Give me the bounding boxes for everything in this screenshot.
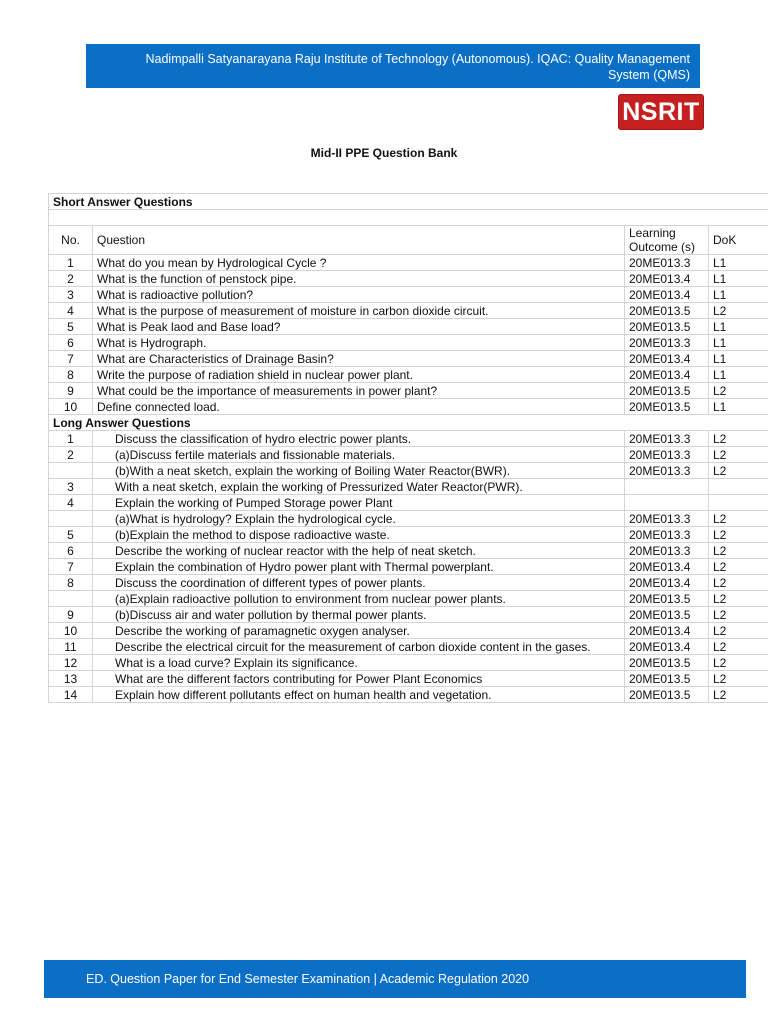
learning-outcome: 20ME013.4 [625, 367, 709, 383]
learning-outcome: 20ME013.3 [625, 463, 709, 479]
col-header-learning-outcome: Learning Outcome (s) [625, 226, 709, 255]
long-question-row [49, 447, 768, 463]
dok-level: L2 [709, 511, 768, 527]
question-number: 2 [49, 271, 93, 287]
learning-outcome: 20ME013.3 [625, 431, 709, 447]
short-question-row [49, 351, 768, 367]
learning-outcome: 20ME013.5 [625, 655, 709, 671]
learning-outcome: 20ME013.5 [625, 383, 709, 399]
question-text: What do you mean by Hydrological Cycle ? [93, 255, 625, 271]
dok-level: L2 [709, 655, 768, 671]
learning-outcome [625, 495, 709, 511]
question-text: What is Hydrograph. [93, 335, 625, 351]
question-number [49, 591, 93, 607]
dok-level: L2 [709, 607, 768, 623]
long-question-row [49, 655, 768, 671]
short-question-row [49, 335, 768, 351]
long-question-row [49, 687, 768, 703]
short-question-row [49, 255, 768, 271]
question-text: Describe the working of nuclear reactor with the help of neat sketch. [93, 543, 625, 559]
short-section-heading-row [49, 194, 768, 210]
question-text: Describe the working of paramagnetic oxygen analyser. [93, 623, 625, 639]
long-question-row [49, 431, 768, 447]
learning-outcome: 20ME013.4 [625, 559, 709, 575]
question-number: 6 [49, 543, 93, 559]
question-text: Explain how different pollutants effect on human health and vegetation. [93, 687, 625, 703]
learning-outcome: 20ME013.4 [625, 287, 709, 303]
short-question-row [49, 383, 768, 399]
dok-level: L2 [709, 431, 768, 447]
long-question-row [49, 511, 768, 527]
question-text: (b)Explain the method to dispose radioactive waste. [93, 527, 625, 543]
long-section-heading-row [49, 415, 768, 431]
question-number: 4 [49, 303, 93, 319]
question-text: (a)What is hydrology? Explain the hydrological cycle. [93, 511, 625, 527]
col-header-no: No. [49, 226, 93, 255]
long-question-row [49, 543, 768, 559]
dok-level: L1 [709, 367, 768, 383]
question-text: (b)With a neat sketch, explain the working of Boiling Water Reactor(BWR). [93, 463, 625, 479]
short-question-row [49, 319, 768, 335]
learning-outcome: 20ME013.4 [625, 639, 709, 655]
question-text: Describe the electrical circuit for the measurement of carbon dioxide content in the gases. [93, 639, 625, 655]
short-question-row [49, 399, 768, 415]
learning-outcome: 20ME013.5 [625, 687, 709, 703]
question-text: Explain the combination of Hydro power plant with Thermal powerplant. [93, 559, 625, 575]
question-number: 2 [49, 447, 93, 463]
learning-outcome: 20ME013.4 [625, 575, 709, 591]
dok-level [709, 479, 768, 495]
dok-level: L2 [709, 671, 768, 687]
dok-level: L2 [709, 447, 768, 463]
short-section-heading: Short Answer Questions [49, 194, 768, 210]
long-question-row [49, 559, 768, 575]
question-number: 3 [49, 479, 93, 495]
question-text: Discuss the coordination of different types of power plants. [93, 575, 625, 591]
question-number: 14 [49, 687, 93, 703]
question-number [49, 463, 93, 479]
learning-outcome: 20ME013.5 [625, 591, 709, 607]
logo-text: NSRIT [622, 98, 700, 126]
question-number: 10 [49, 623, 93, 639]
question-number: 6 [49, 335, 93, 351]
learning-outcome: 20ME013.5 [625, 303, 709, 319]
learning-outcome: 20ME013.4 [625, 623, 709, 639]
dok-level: L2 [709, 639, 768, 655]
header-bar [86, 44, 700, 88]
document-title: Mid-II PPE Question Bank [310, 146, 458, 160]
long-question-row [49, 639, 768, 655]
long-question-row [49, 671, 768, 687]
question-number: 7 [49, 559, 93, 575]
dok-level: L2 [709, 383, 768, 399]
long-question-row [49, 479, 768, 495]
short-question-row [49, 287, 768, 303]
learning-outcome: 20ME013.3 [625, 543, 709, 559]
dok-level: L2 [709, 575, 768, 591]
col-header-question: Question [93, 226, 625, 255]
learning-outcome: 20ME013.5 [625, 319, 709, 335]
question-text: With a neat sketch, explain the working of Pressurized Water Reactor(PWR). [93, 479, 625, 495]
question-number: 5 [49, 527, 93, 543]
long-question-row [49, 591, 768, 607]
learning-outcome: 20ME013.4 [625, 271, 709, 287]
long-question-row [49, 463, 768, 479]
dok-level: L2 [709, 559, 768, 575]
question-number: 1 [49, 431, 93, 447]
question-number: 8 [49, 367, 93, 383]
dok-level: L1 [709, 319, 768, 335]
question-text: What is the function of penstock pipe. [93, 271, 625, 287]
question-number: 1 [49, 255, 93, 271]
question-number: 3 [49, 287, 93, 303]
learning-outcome: 20ME013.3 [625, 511, 709, 527]
dok-level: L2 [709, 687, 768, 703]
nsrit-logo [619, 95, 703, 129]
dok-level: L1 [709, 351, 768, 367]
question-number: 9 [49, 383, 93, 399]
question-bank-table [48, 193, 768, 703]
question-text: Discuss the classification of hydro electric power plants. [93, 431, 625, 447]
learning-outcome: 20ME013.3 [625, 255, 709, 271]
dok-level: L1 [709, 287, 768, 303]
question-text: What are Characteristics of Drainage Basin? [93, 351, 625, 367]
long-question-row [49, 623, 768, 639]
dok-level: L1 [709, 271, 768, 287]
question-number: 4 [49, 495, 93, 511]
learning-outcome: 20ME013.3 [625, 447, 709, 463]
learning-outcome: 20ME013.3 [625, 335, 709, 351]
institute-name: Nadimpalli Satyanarayana Raju Institute of Technology (Autonomous). IQAC: Quality Management System (QMS) [145, 52, 690, 82]
short-question-row [49, 271, 768, 287]
dok-level: L2 [709, 543, 768, 559]
question-number: 8 [49, 575, 93, 591]
question-text: Write the purpose of radiation shield in nuclear power plant. [93, 367, 625, 383]
question-text: (b)Discuss air and water pollution by thermal power plants. [93, 607, 625, 623]
learning-outcome: 20ME013.5 [625, 399, 709, 415]
question-text: (a)Explain radioactive pollution to environment from nuclear power plants. [93, 591, 625, 607]
question-number: 9 [49, 607, 93, 623]
long-question-row [49, 527, 768, 543]
learning-outcome: 20ME013.5 [625, 671, 709, 687]
question-number: 11 [49, 639, 93, 655]
dok-level: L2 [709, 463, 768, 479]
question-number: 12 [49, 655, 93, 671]
long-question-row [49, 607, 768, 623]
question-number: 7 [49, 351, 93, 367]
long-question-row [49, 575, 768, 591]
question-text: (a)Discuss fertile materials and fissionable materials. [93, 447, 625, 463]
question-number: 13 [49, 671, 93, 687]
dok-level: L1 [709, 335, 768, 351]
short-question-row [49, 303, 768, 319]
dok-level [709, 495, 768, 511]
learning-outcome: 20ME013.5 [625, 607, 709, 623]
learning-outcome: 20ME013.4 [625, 351, 709, 367]
question-text: What could be the importance of measurements in power plant? [93, 383, 625, 399]
dok-level: L2 [709, 623, 768, 639]
dok-level: L1 [709, 399, 768, 415]
question-text: Explain the working of Pumped Storage power Plant [93, 495, 625, 511]
question-number: 5 [49, 319, 93, 335]
question-number [49, 511, 93, 527]
dok-level: L2 [709, 527, 768, 543]
long-section-heading: Long Answer Questions [49, 415, 768, 431]
question-number: 10 [49, 399, 93, 415]
learning-outcome: 20ME013.3 [625, 527, 709, 543]
dok-level: L2 [709, 303, 768, 319]
question-text: What is radioactive pollution? [93, 287, 625, 303]
column-header-row [49, 226, 768, 255]
long-question-row [49, 495, 768, 511]
footer-bar [44, 960, 746, 998]
question-text: What is Peak laod and Base load? [93, 319, 625, 335]
question-text: What is a load curve? Explain its significance. [93, 655, 625, 671]
short-question-row [49, 367, 768, 383]
footer-text: ED. Question Paper for End Semester Examination | Academic Regulation 2020 [86, 972, 530, 986]
col-header-dok: DoK [709, 226, 768, 255]
question-text: What are the different factors contributing for Power Plant Economics [93, 671, 625, 687]
question-text: Define connected load. [93, 399, 625, 415]
dok-level: L2 [709, 591, 768, 607]
question-text: What is the purpose of measurement of moisture in carbon dioxide circuit. [93, 303, 625, 319]
dok-level: L1 [709, 255, 768, 271]
learning-outcome [625, 479, 709, 495]
